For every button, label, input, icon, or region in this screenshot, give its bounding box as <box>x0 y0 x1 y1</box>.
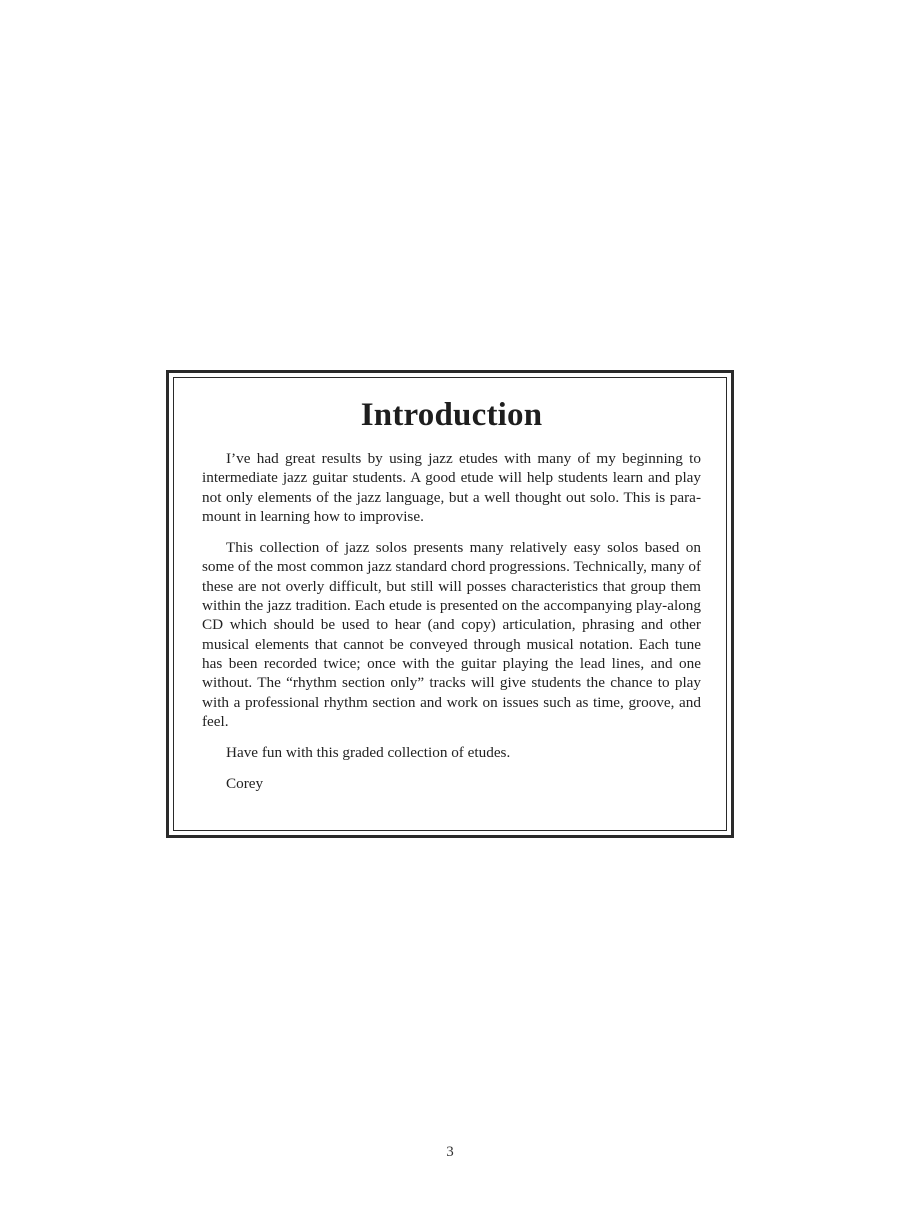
introduction-content <box>202 395 701 806</box>
paragraph-intro: I’ve had great results by using jazz etudes with many of my beginning to intermediate jazz guitar students. A good etude will help students learn and play not only elements of the jazz language, but a well thought out solo. This is paramount in learning how to improvise. <box>202 450 701 525</box>
introduction-box <box>166 370 734 838</box>
signature: Corey <box>226 775 264 793</box>
page-title: Introduction <box>360 397 543 433</box>
paragraph-closing: Have fun with this graded collection of etudes. <box>226 744 511 762</box>
paragraph-collection: This collection of jazz solos presents many relatively easy solos based on some of the most common jazz standard chord progressions. Technically, many of these are not overly difficult, but still will posses characteristics that group them within the jazz tradition. Each etude is presented on the accompanying play-along CD which should be used to hear (and copy) articulation, phrasing and other musical elements that cannot be conveyed through musical notation. Each tune has been recorded twice; once with the guitar playing the lead lines, and one without. The “rhythm section only” tracks will give students the chance to play with a professional rhythm section and work on issues such as time, groove, and feel. <box>202 539 701 730</box>
page-number: 3 <box>446 1144 454 1160</box>
